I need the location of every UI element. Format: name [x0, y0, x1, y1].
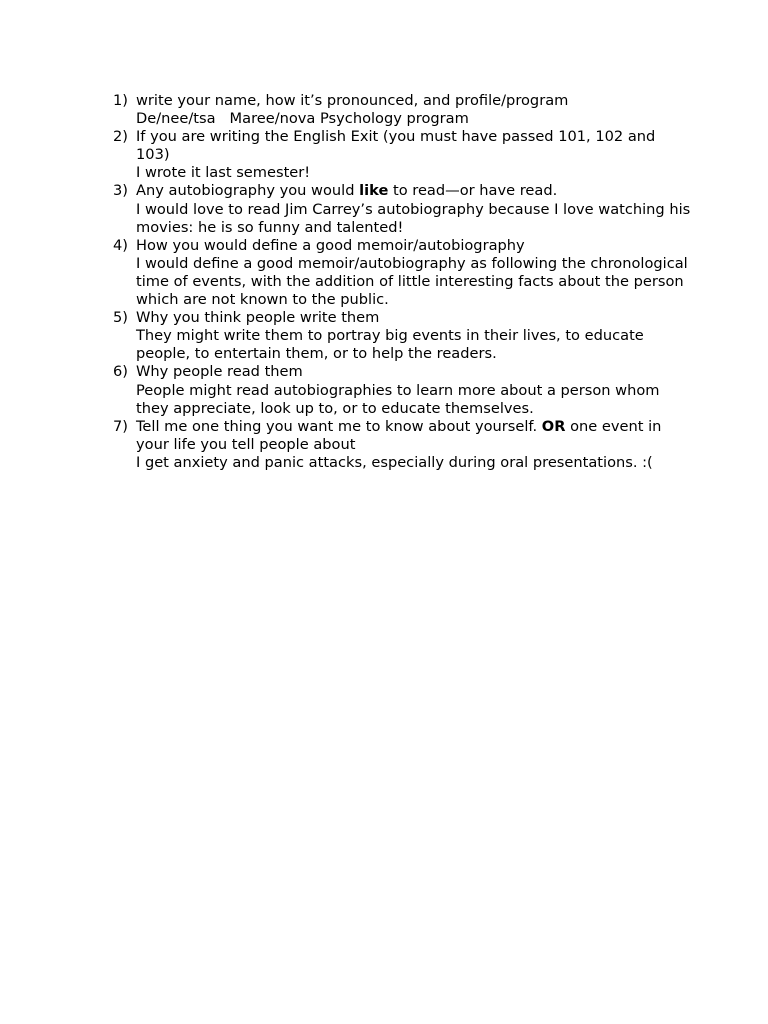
list-item — [113, 182, 693, 236]
question-list — [113, 92, 693, 472]
question-text — [136, 418, 693, 454]
answer-text: I get anxiety and panic attacks, especially during oral presentations. :( — [136, 453, 653, 471]
question-text-end: to read—or have read. — [388, 182, 558, 200]
answer-text: I would define a good memoir/autobiography as following the chronological time of events, with the addition of little interesting facts about the person which are not known to the public. — [136, 254, 688, 309]
list-item — [113, 128, 693, 182]
question-text: How you would define a good memoir/autobiography — [136, 236, 525, 254]
question-text: Why people read them — [136, 363, 303, 381]
answer-text — [136, 110, 693, 128]
answer-text: They might write them to portray big events in their lives, to educate people, to entertain them, or to help the readers. — [136, 327, 644, 363]
list-item — [113, 309, 693, 363]
item-number: 5) — [113, 309, 128, 327]
answer-program: Maree/nova Psychology program — [229, 110, 469, 128]
item-number: 2) — [113, 128, 128, 146]
bold-emphasis: like — [359, 182, 389, 200]
item-number: 1) — [113, 92, 128, 109]
list-item — [113, 363, 693, 417]
list-item — [113, 92, 693, 128]
question-text: write your name, how it’s pronounced, and profile/program — [136, 92, 569, 109]
question-text: If you are writing the English Exit (you must have passed 101, 102 and 103) — [136, 128, 656, 164]
answer-name: De/nee/tsa — [136, 110, 216, 128]
question-text: Why you think people write them — [136, 309, 380, 327]
list-item — [113, 418, 693, 472]
question-text-end: one event in your life you tell people about — [136, 417, 662, 453]
item-number: 4) — [113, 236, 128, 254]
question-text-start: Tell me one thing you want me to know about yourself. — [136, 417, 542, 435]
list-item — [113, 237, 693, 309]
answer-text: People might read autobiographies to learn more about a person whom they appreciate, look up to, or to educate themselves. — [136, 381, 660, 417]
item-number: 3) — [113, 182, 128, 200]
item-number: 6) — [113, 363, 128, 381]
bold-emphasis: OR — [541, 417, 566, 435]
question-text-start: Any autobiography you would — [136, 182, 360, 200]
answer-text: I would love to read Jim Carrey’s autobiography because I love watching his movies: he is so funny and talented! — [136, 200, 691, 236]
question-text — [136, 182, 693, 200]
answer-text: I wrote it last semester! — [136, 164, 311, 182]
item-number: 7) — [113, 417, 128, 435]
